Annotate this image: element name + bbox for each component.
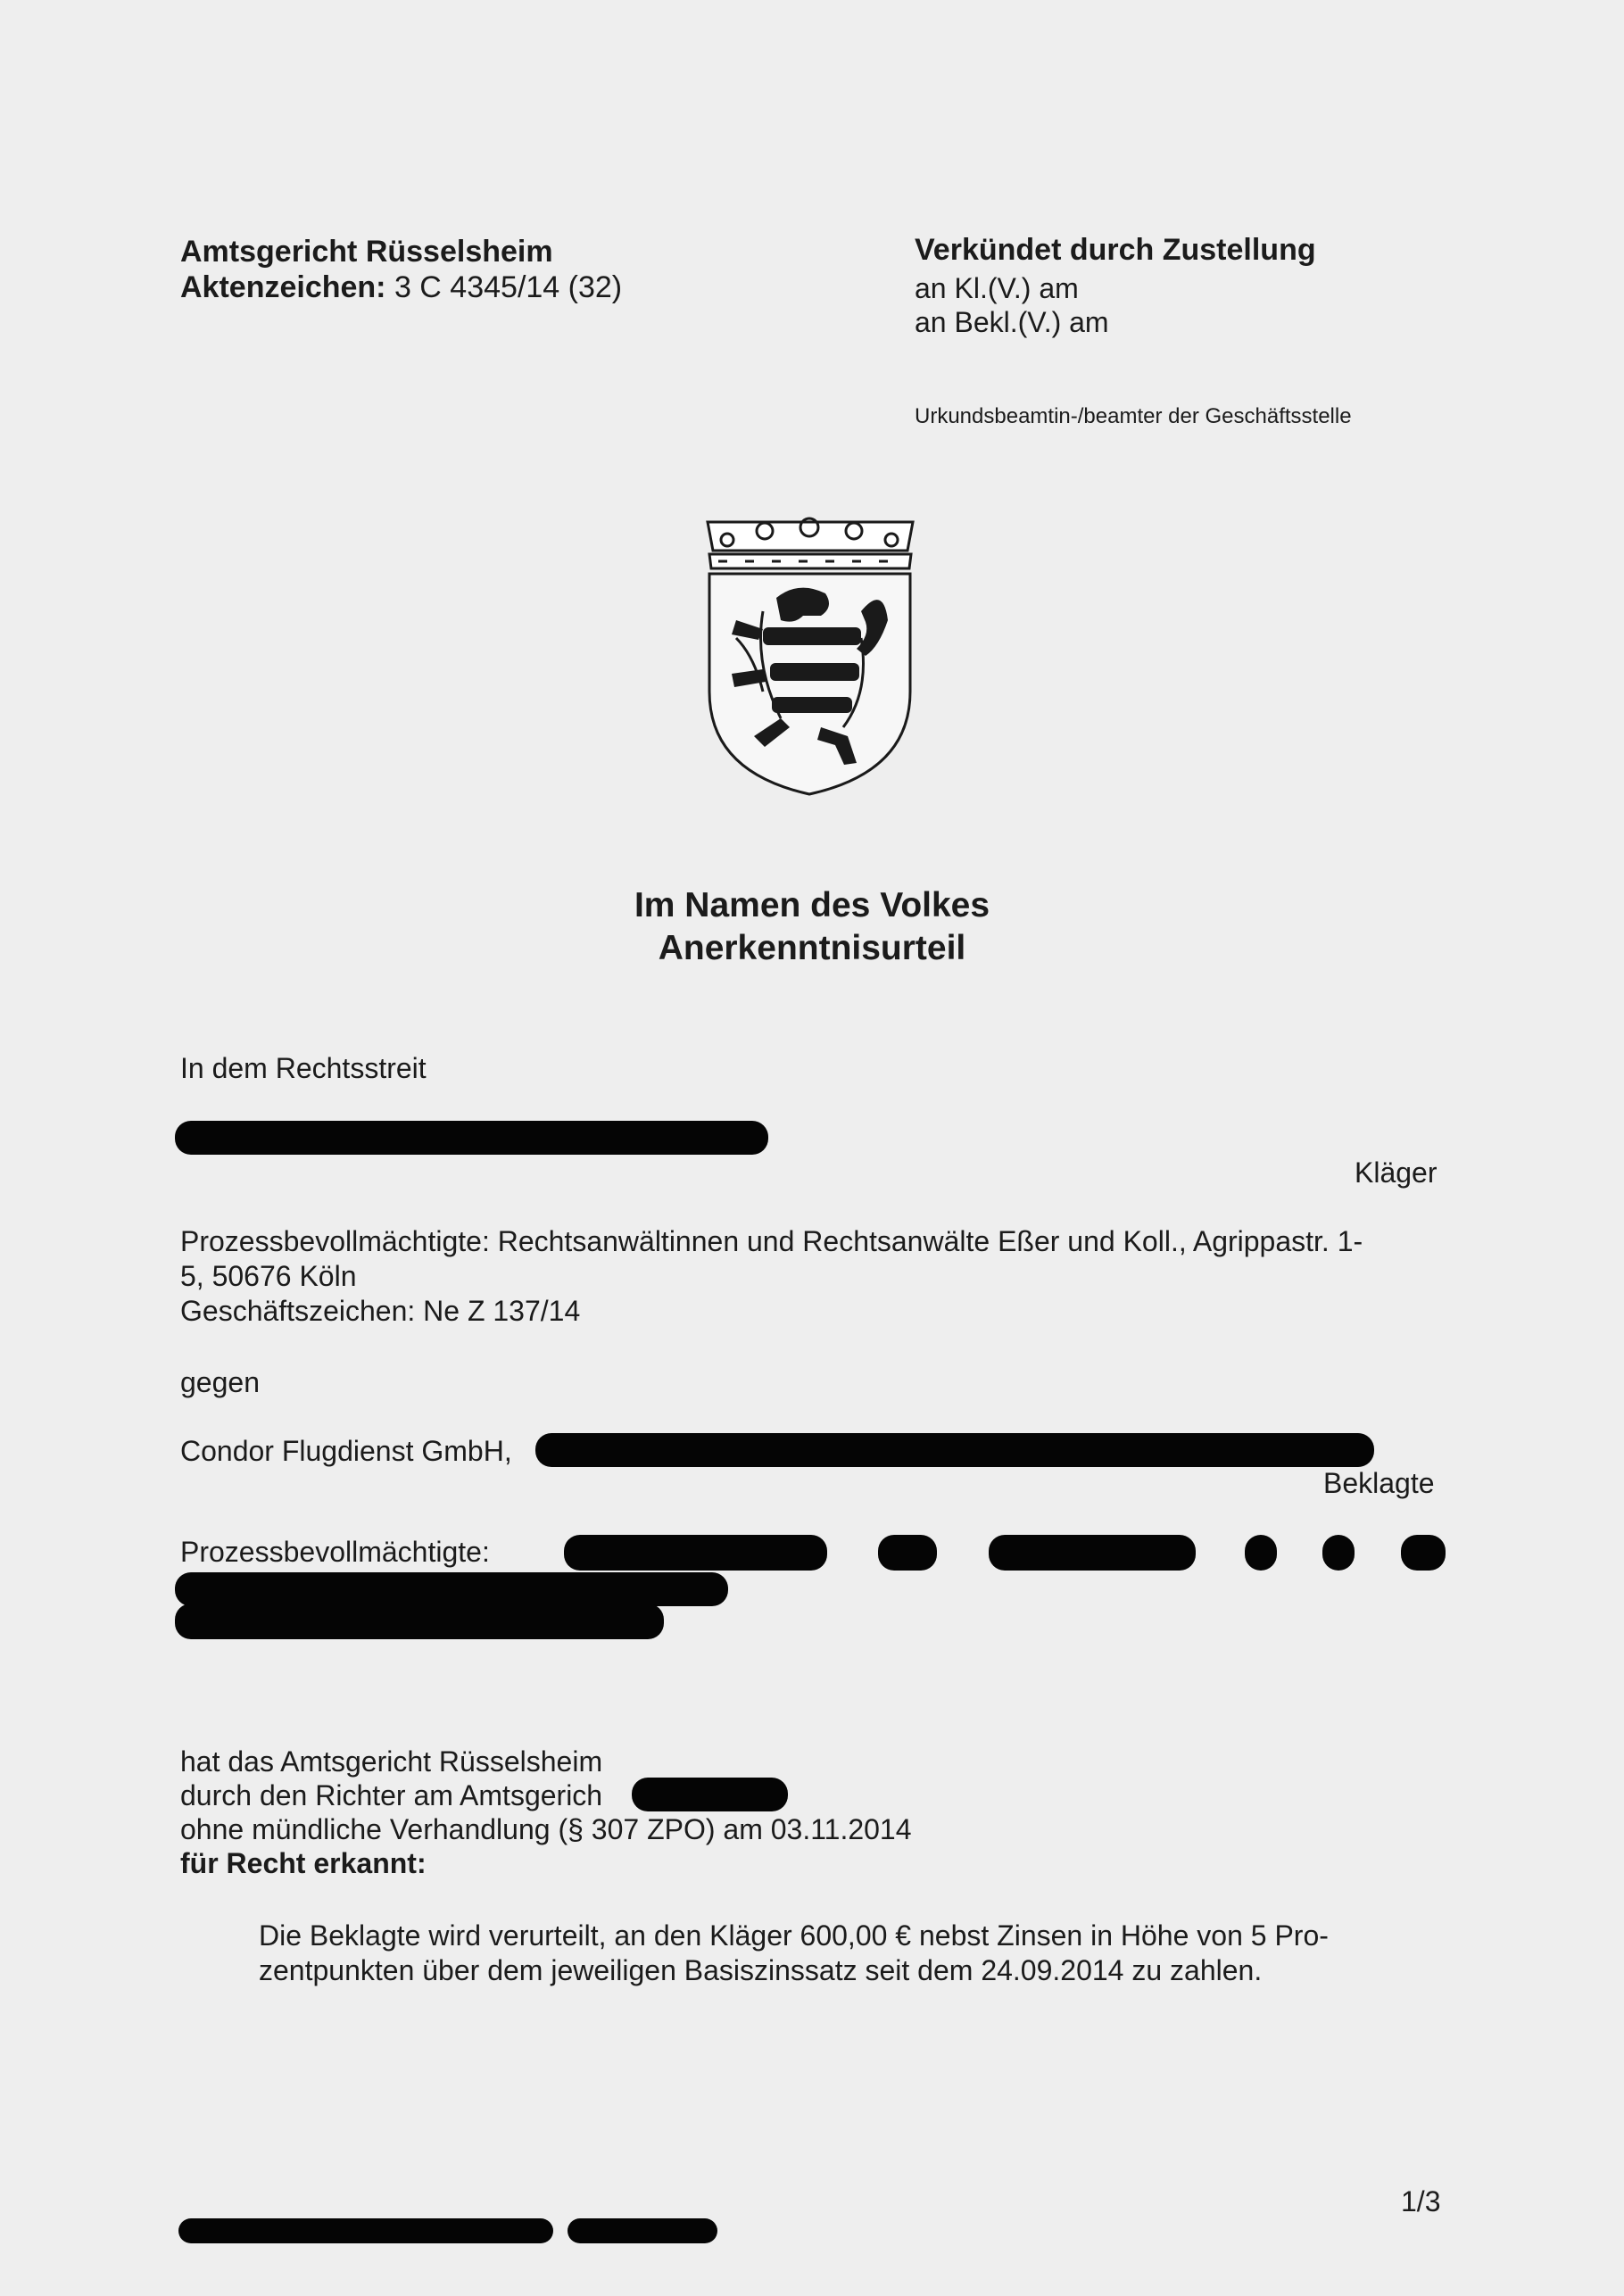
redaction-defendant-counsel-line-3 bbox=[175, 1604, 664, 1639]
redaction-defendant-counsel-line-2 bbox=[175, 1572, 728, 1606]
clerk-signature-line: Urkundsbeamtin-/beamter der Geschäftsstelle bbox=[915, 404, 1352, 428]
redaction-judge-name bbox=[632, 1778, 788, 1811]
plaintiff-counsel-line-1: Prozessbevollmächtigte: Rechtsanwältinnen und Rechtsanwälte Eßer und Koll., Agrippastr. 1- bbox=[180, 1225, 1363, 1257]
redaction-plaintiff-name bbox=[175, 1121, 768, 1155]
announcement-line-plaintiff: an Kl.(V.) am bbox=[915, 272, 1079, 304]
plaintiff-role: Kläger bbox=[1355, 1156, 1438, 1189]
page-number: 1/3 bbox=[1401, 2185, 1441, 2217]
decision-procedure: ohne mündliche Verhandlung (§ 307 ZPO) am 03.11.2014 bbox=[180, 1813, 912, 1845]
versus: gegen bbox=[180, 1366, 260, 1398]
plaintiff-reference: Geschäftszeichen: Ne Z 137/14 bbox=[180, 1295, 581, 1327]
case-reference bbox=[180, 269, 622, 305]
announcement-line-defendant: an Bekl.(V.) am bbox=[915, 306, 1109, 338]
proceedings-intro: In dem Rechtsstreit bbox=[180, 1052, 427, 1084]
court-name: Amtsgericht Rüsselsheim bbox=[180, 235, 553, 269]
case-label: Aktenzeichen: bbox=[180, 270, 386, 304]
redaction-defendant-address bbox=[535, 1433, 1374, 1467]
plaintiff-counsel-line-2: 5, 50676 Köln bbox=[180, 1260, 357, 1292]
title-judgment-type: Anerkenntnisurteil bbox=[658, 929, 966, 967]
case-number: 3 C 4345/14 (32) bbox=[394, 270, 623, 304]
title-in-the-name-of-the-people: Im Namen des Volkes bbox=[634, 886, 990, 924]
redaction-defendant-counsel-6 bbox=[1401, 1535, 1446, 1571]
defendant-name: Condor Flugdienst GmbH, bbox=[180, 1435, 512, 1467]
defendant-counsel-label: Prozessbevollmächtigte: bbox=[180, 1536, 490, 1568]
decision-judge: durch den Richter am Amtsgerich bbox=[180, 1779, 603, 1811]
decision-court: hat das Amtsgericht Rüsselsheim bbox=[180, 1745, 603, 1778]
redaction-defendant-counsel-3 bbox=[989, 1535, 1196, 1571]
redaction-defendant-counsel-5 bbox=[1322, 1535, 1355, 1571]
decision-heading: für Recht erkannt: bbox=[180, 1847, 427, 1879]
defendant-role: Beklagte bbox=[1323, 1467, 1435, 1499]
ruling-line-1: Die Beklagte wird verurteilt, an den Kläger 600,00 € nebst Zinsen in Höhe von 5 Pro- bbox=[259, 1919, 1329, 1952]
redaction-defendant-counsel-4 bbox=[1245, 1535, 1277, 1571]
ruling-line-2: zentpunkten über dem jeweiligen Basiszinssatz seit dem 24.09.2014 zu zahlen. bbox=[259, 1954, 1263, 1986]
redaction-footer-2 bbox=[568, 2218, 717, 2243]
redaction-footer-1 bbox=[178, 2218, 553, 2243]
redaction-defendant-counsel-1 bbox=[564, 1535, 827, 1571]
redaction-defendant-counsel-2 bbox=[878, 1535, 937, 1571]
hessen-lion-crest-icon bbox=[700, 513, 919, 799]
announcement-title: Verkündet durch Zustellung bbox=[915, 233, 1316, 267]
